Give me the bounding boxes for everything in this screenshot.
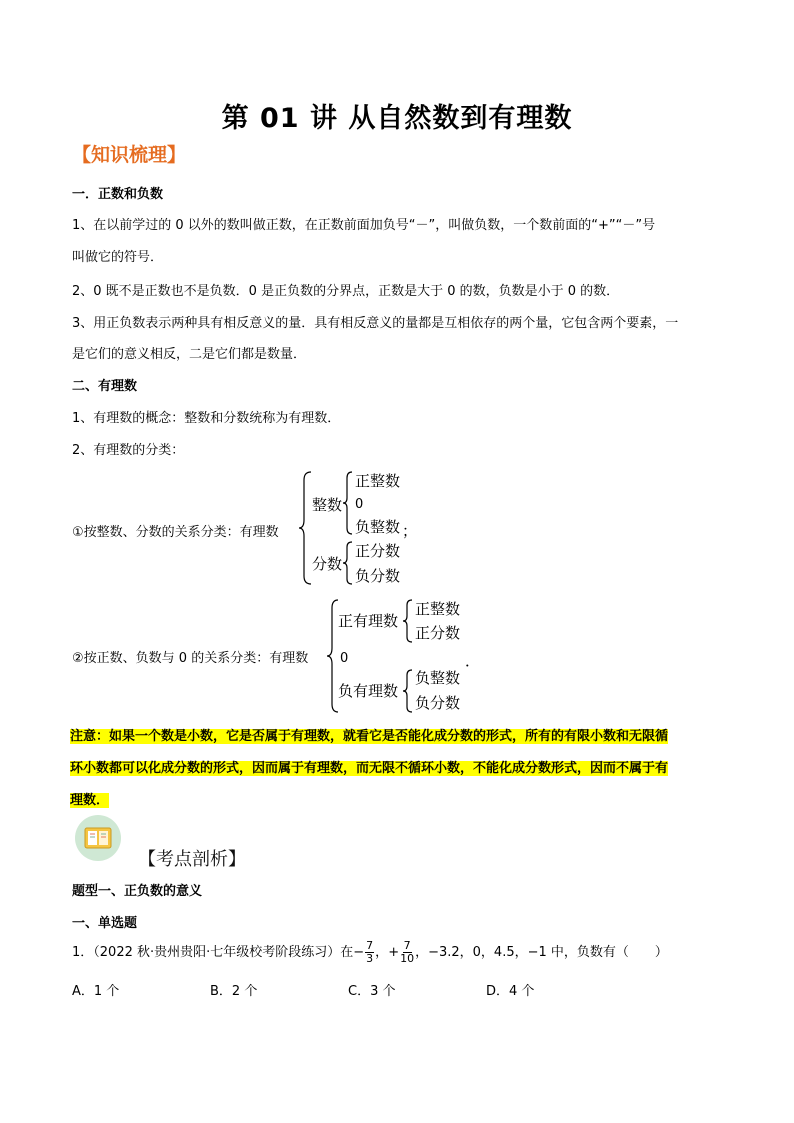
classification2-label: ②按正数、负数与 0 的关系分类：有理数 — [72, 651, 309, 666]
knowledge-tag: 【知识梳理】 — [72, 144, 187, 166]
question1-frac2-sign: + — [388, 945, 400, 960]
classification1-fraction: 分数 — [312, 555, 343, 573]
kaodian-tag: 【考点剖析】 — [138, 849, 246, 870]
question-type-heading: 题型一、正负数的意义 — [72, 884, 203, 899]
note-line3: 理数． — [70, 793, 110, 808]
note-line1: 注意：如果一个数是小数，它是否属于有理数，就看它是否能化成分数的形式，所有的有限小数和无限循 — [70, 729, 669, 744]
question1-frac2-num: 7 — [403, 939, 411, 952]
classification1-neg-frac: 负分数 — [355, 567, 401, 585]
book-icon — [74, 814, 122, 862]
part1-p1-line2: 叫做它的符号． — [72, 250, 164, 265]
part1-heading: 一．正数和负数 — [72, 187, 164, 202]
classification1-integer-brace — [342, 470, 354, 536]
question1-prefix: 1．（2022 秋·贵州贵阳·七年级校考阶段练习）在 — [72, 945, 354, 960]
part2-p2: 2、有理数的分类： — [72, 443, 185, 458]
option-a[interactable]: A．1 个 — [72, 984, 120, 999]
question1-frac1-num: 7 — [366, 939, 374, 952]
page-title: 第 01 讲 从自然数到有理数 — [221, 103, 573, 134]
part1-p1-line1: 1、在以前学过的 0 以外的数叫做正数，在正数前面加负号“－”，叫做负数，一个数前面的“+”“－”号 — [72, 218, 656, 233]
question1-frac1-sign: − — [353, 945, 365, 960]
classification1-zero: 0 — [355, 497, 364, 512]
question1-sep1: ， — [375, 945, 389, 960]
classification1-pos-frac: 正分数 — [355, 542, 401, 560]
part1-p3-line2: 是它们的意义相反，二是它们都是数量． — [72, 347, 307, 362]
question1-stem — [72, 938, 668, 968]
classification2-pos-rational: 正有理数 — [338, 612, 399, 630]
option-d[interactable]: D．4 个 — [486, 984, 535, 999]
question1-frac2-den: 10 — [400, 952, 415, 965]
part1-p3-line1: 3、用正负数表示两种具有相反意义的量．具有相反意义的量都是互相依存的两个量，它包含两个要素，一 — [72, 316, 679, 331]
classification1-neg-int: 负整数 — [355, 518, 401, 536]
classification2-neg-brace — [402, 668, 414, 714]
classification1-label: ①按整数、分数的关系分类：有理数 — [72, 525, 279, 540]
classification2-suffix: ． — [465, 652, 481, 670]
question1-frac2 — [400, 940, 414, 965]
option-c[interactable]: C．3 个 — [348, 984, 396, 999]
classification2-neg-int: 负整数 — [415, 669, 461, 687]
part1-p2: 2、0 既不是正数也不是负数．0 是正负数的分界点，正数是大于 0 的数，负数是小于 0 的数． — [72, 284, 620, 299]
question1-rest: ，−3.2，0，4.5，−1 中，负数有（ ） — [415, 945, 668, 960]
classification1-suffix: ； — [402, 522, 418, 540]
classification1-fraction-brace — [342, 540, 354, 586]
question1-frac1-den: 3 — [366, 952, 374, 965]
classification2-pos-brace — [402, 598, 414, 644]
note-line2: 环小数都可以化成分数的形式，因而属于有理数，而无限不循环小数，不能化成分数形式，因而不属于有 — [70, 761, 669, 776]
note-paragraph — [70, 721, 725, 817]
classification2-pos-int: 正整数 — [415, 600, 461, 618]
classification1-pos-int: 正整数 — [355, 472, 401, 490]
classification1-integer: 整数 — [312, 496, 343, 514]
single-choice-heading: 一、单选题 — [72, 916, 138, 931]
option-b[interactable]: B．2 个 — [210, 984, 258, 999]
part2-p1: 1、有理数的概念：整数和分数统称为有理数． — [72, 411, 341, 426]
question1-frac1 — [365, 940, 374, 965]
classification2-pos-frac: 正分数 — [415, 624, 461, 642]
classification2-neg-frac: 负分数 — [415, 694, 461, 712]
part2-heading: 二、有理数 — [72, 379, 138, 394]
classification2-zero: 0 — [340, 651, 349, 666]
classification2-neg-rational: 负有理数 — [338, 682, 399, 700]
